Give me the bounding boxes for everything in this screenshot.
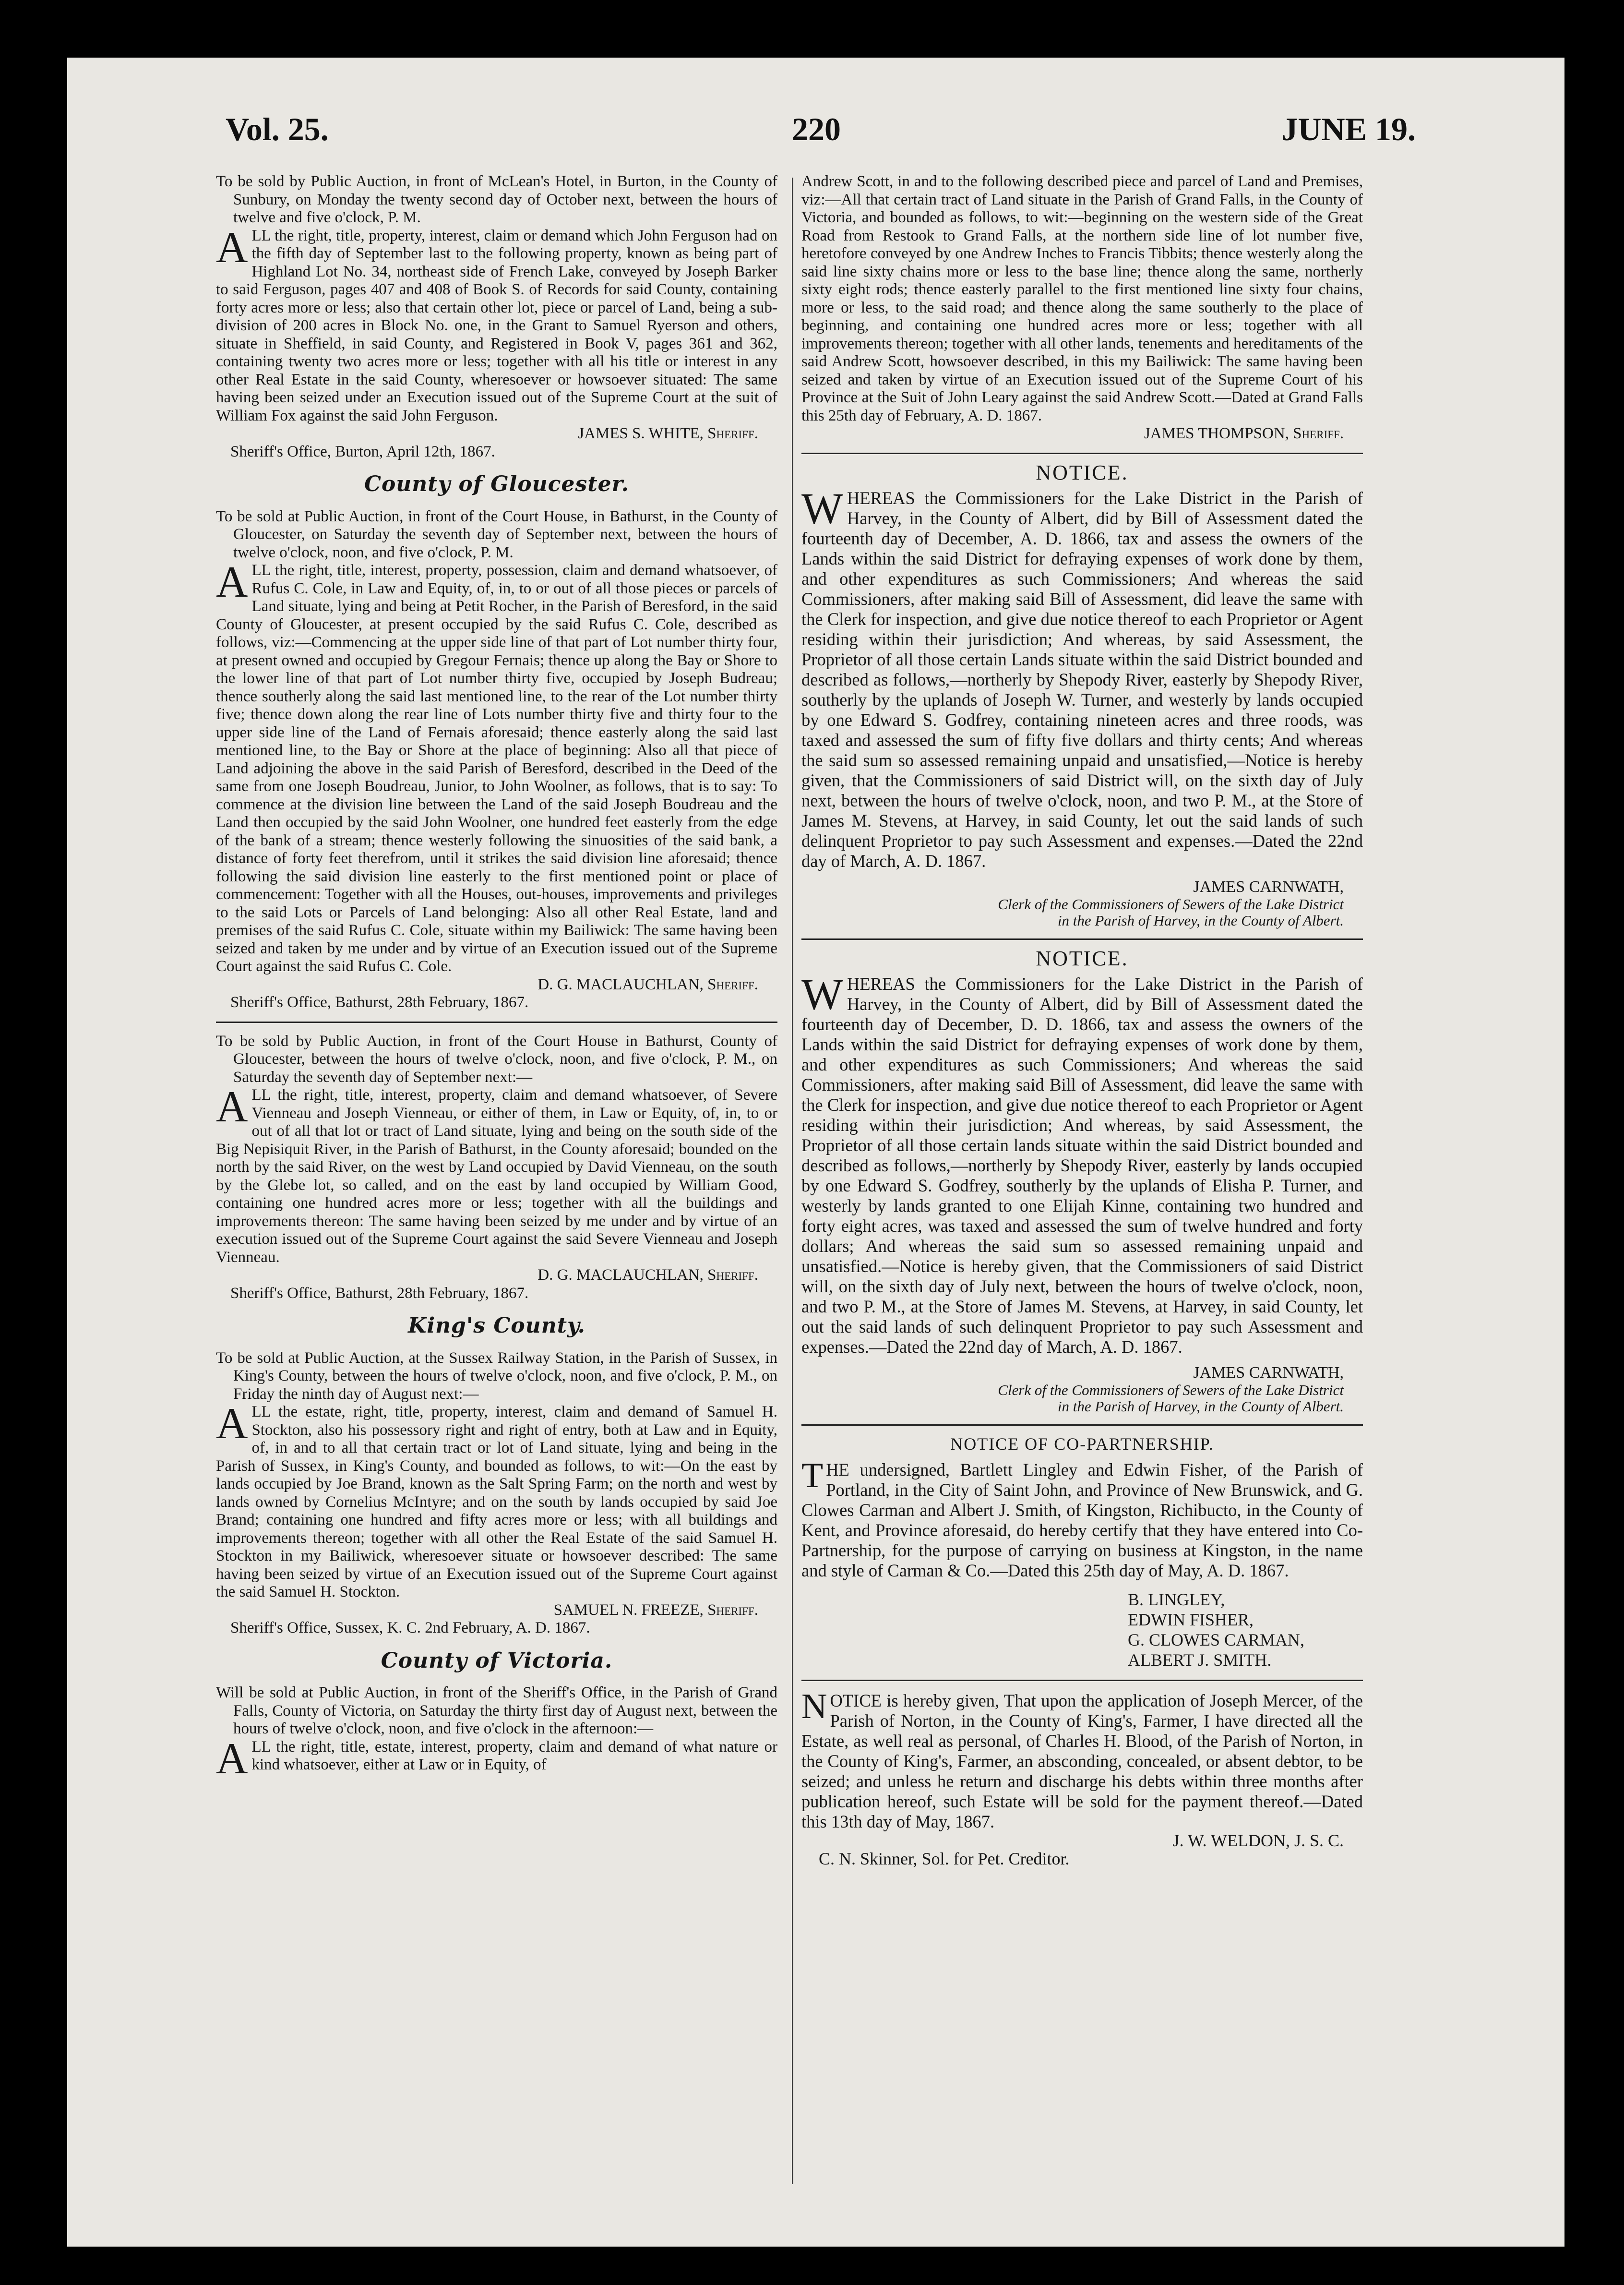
- issue-date: JUNE 19.: [1281, 111, 1416, 147]
- drop-cap: A: [216, 1082, 248, 1131]
- section-rule: [801, 938, 1363, 940]
- notice-body: WHEREAS the Commissioners for the Lake District in the Parish of Harvey, in the County of Albert, did by Bill of Assessment dated the fourteenth day of December, D. D. 1866, tax and assess the owners of the Lands within the said District for defraying expenses of work done by them, and other expenditures as such Commissioners; And whereas the said Commissioners, after making said Bill of Assessment, did leave the same with the Clerk for inspection, and give due notice thereof to each Proprietor or Agent residing within their jurisdiction; And whereas, by said Assessment, the Proprietor of all those certain lands situate within the said District bounded and described as follows,—northerly by Shepody River, easterly by lands occupied by one Edward S. Godfrey, southerly by the uplands of Elisha P. Turner, and westerly by lands granted to one Elijah Kinne, containing two hundred and forty eight acres, was taxed and assessed the sum of twelve hundred and forty dollars; And whereas the said sum so assessed remaining unpaid and unsatisfied.—Notice is hereby given, that the Commissioners of said District will, on the sixth day of July next, between the hours of twelve o'clock, noon, and two P. M., at the Store of James M. Stevens, at Harvey, in said County, let out the said lands of such delinquent Proprietor to pay such Assessment and expenses.—Dated the 22nd day of March, A. D. 1867.: [801, 970, 1363, 1357]
- county-heading-kings: King's County.: [408, 1313, 585, 1338]
- victoria-advert-continued: [801, 173, 1363, 443]
- advert-body: Andrew Scott, in and to the following described piece and parcel of Land and Premises, viz:—All that certain tract of Land situate in the Parish of Grand Falls, in the County of Victoria, and bounded as follows, to wit:—beginning on the western side of the Great Road from Restook to Grand Falls, at the northern side line of lot number five, heretofore conveyed by one Andrew Inches to Francis Tibbits; thence westerly along the said line sixty chains more or less to the base line; thence along the same, northerly sixty eight rods; thence easterly parallel to the first mentioned line sixty four chains, more or less, to the said road; and thence along the same southerly to the place of beginning, and containing one hundred acres more or less; together with all improvements thereon; together with all other lands, tenements and hereditaments of the said Andrew Scott, howsoever described, in this my Bailiwick: The same having been seized and taken by virtue of an Execution issued out of the Supreme Court of his Province at the Suit of John Leary against the said Andrew Scott.—Dated at Grand Falls this 25th day of February, A. D. 1867.: [801, 173, 1363, 424]
- drop-cap: W: [801, 484, 843, 533]
- sheriff-signature: D. G. MACLAUCHLAN, Sheriff.: [537, 1266, 758, 1284]
- notice-signer: JAMES CARNWATH,: [1193, 1364, 1344, 1382]
- gazette-page: [67, 58, 1564, 2247]
- notice-title: NOTICE.: [1036, 946, 1129, 970]
- clerk-title-line-1: Clerk of the Commissioners of Sewers of the Lake District: [998, 1381, 1344, 1398]
- kings-advert: [216, 1349, 777, 1637]
- notice-signer: J. W. WELDON, J. S. C.: [1172, 1831, 1344, 1850]
- sheriff-office-date: Sheriff's Office, Bathurst, 28th February, 1867.: [230, 1284, 529, 1302]
- section-rule: [216, 1022, 777, 1023]
- gloucester-advert-1: [216, 508, 777, 1012]
- notice-body: THE undersigned, Bartlett Lingley and Edwin Fisher, of the Parish of Portland, in the City of Saint John, and Province of New Brunswick, and G. Clowes Carman and Albert J. Smith, of Kingston, Richibucto, in the County of Kent, and Province aforesaid, do hereby certify that they have entered into Co-Partnership, for the purpose of carrying on business at Kingston, in the name and style of Carman & Co.—Dated this 25th day of May, A. D. 1867.: [801, 1456, 1363, 1580]
- advert-body: ALL the estate, right, title, property, interest, claim and demand of Samuel H. Stockton, also his possessory right and right of entry, both at Law and in Equity, of, in and to all that certain tract or lot of Land situate, lying and being in the Parish of Sussex, in King's County, and bounded as follows, to wit:—On the east by lands occupied by Joe Brand, known as the Salt Spring Farm; on the north and west by lands owned by Cornelius McIntyre; and on the south by lands occupied by said Joe Brand; containing one hundred and fifty acres more or less; with all buildings and improvements thereon; together with all other the Real Estate of the said Samuel H. Stockton in my Bailiwick, wheresoever situate or howsoever described: The same having been seized by virtue of an Execution issued out of the Supreme Court against the said Samuel H. Stockton.: [216, 1399, 777, 1600]
- page-header: [226, 110, 1416, 163]
- victoria-advert: [216, 1684, 777, 1783]
- sheriff-signature: D. G. MACLAUCHLAN, Sheriff.: [537, 975, 758, 993]
- section-rule: [801, 453, 1363, 454]
- advert-intro: To be sold by Public Auction, in front of McLean's Hotel, in Burton, in the County of Sunbury, on Monday the twenty second day of October next, between the hours of twelve and five o'clock, P. M.: [216, 173, 777, 226]
- drop-cap: N: [801, 1687, 827, 1726]
- notice-title: NOTICE OF CO-PARTNERSHIP.: [950, 1434, 1214, 1454]
- advert-intro: To be sold at Public Auction, at the Sussex Railway Station, in the Parish of Sussex, in King's County, between the hours of twelve o'clock, noon, and five o'clock, P. M., on Friday the ninth day of August next:—: [216, 1349, 777, 1403]
- partner-name: ALBERT J. SMITH.: [1128, 1650, 1272, 1670]
- advert-body: ALL the right, title, interest, property, possession, claim and demand whatsoever, of Rufus C. Cole, in Law and Equity, of, in, to or out of all those pieces or parcels of Land situate, lying and being at Petit Rocher, in the Parish of Beresford, in the said County of Gloucester, at present occupied by the said Rufus C. Cole, described as follows, viz:—Commencing at the upper side line of that part of Lot number thirty four, at present owned and occupied by Gregour Fernais; thence up along the Bay or Shore to the lower line of that part of Lot number thirty five, occupied by Joseph Budreau; thence southerly along the said last mentioned line, to the rear of the Lot number thirty five; thence down along the rear line of Lots number thirty five and thirty four to the upper side line of the Land of Fernais aforesaid; thence easterly along the said last mentioned line, to the Bay or Shore at the place of beginning: Also all that piece of Land adjoining the above in the said Parish of Beresford, described in the Deed of the same from one Joseph Boudreau, Junior, to John Woolner, as follows, that is to say: To commence at the division line between the Land of the said Joseph Boudreau and the Land then occupied by the said John Woolner, one hundred feet easterly from the edge of the bank of a stream; thence westerly following the sinuosities of the said bank, a distance of forty feet therefrom, until it strikes the said division line aforesaid; thence following the said division line easterly to the first mentioned point or place of commencement: Together with all the Houses, out-houses, improvements and privileges to the said Lots or Parcels of Land belonging: Also all other Real Estate, land and premises of the said Rufus C. Cole, situate within my Bailiwick: The same having been seized and taken by me under and by virtue of an Execution issued out of the Supreme Court against the said Rufus C. Cole.: [216, 557, 777, 975]
- drop-cap: A: [216, 222, 248, 272]
- clerk-title-line-2: in the Parish of Harvey, in the County of Albert.: [1057, 1397, 1344, 1415]
- sunbury-advert: [216, 173, 777, 461]
- drop-cap: A: [216, 557, 248, 606]
- partner-name: B. LINGLEY,: [1128, 1590, 1225, 1609]
- copartnership-notice: [801, 1435, 1363, 1671]
- sheriff-office-date: Sheriff's Office, Burton, April 12th, 1867.: [230, 443, 495, 460]
- advert-body: ALL the right, title, interest, property, claim and demand whatsoever, of Severe Vienneau and Joseph Vienneau, or either of them, in Law or Equity, of, in, to or out of all that lot or tract of Land situate, lying and being on the south side of the Big Nepisiquit River, in the Parish of Bathurst, in the County aforesaid; bounded on the north by the said River, on the west by Land occupied by David Vienneau, on the south by the Glebe lot, so called, and on the east by land occupied by William Good, containing one hundred acres more or less; together with all the buildings and improvements thereon: The same having been seized by me under and by virtue of an execution issued out of the Supreme Court against the said Severe Vienneau and Joseph Vienneau.: [216, 1082, 777, 1266]
- county-heading-gloucester: County of Gloucester.: [364, 472, 630, 496]
- sheriff-signature: JAMES THOMPSON, Sheriff.: [1144, 425, 1344, 442]
- sheriff-signature: SAMUEL N. FREEZE, Sheriff.: [553, 1601, 758, 1619]
- advert-body: ALL the right, title, property, interest, claim or demand which John Ferguson had on the fifth day of September last to the following property, known as being part of Highland Lot No. 34, northeast side of French Lake, conveyed by Joseph Barker to said Ferguson, pages 407 and 408 of Book S. of Records for said County, containing forty acres more or less; also that certain other lot, piece or parcel of Land, being a sub-division of 200 acres in Block No. one, in the Grant to Samuel Ryerson and others, situate in Sheffield, in said County, and Registered in Book V, pages 361 and 362, containing twenty two acres more or less; together with all his title or interest in any other Real Estate in the said County, wheresoever or howsoever situated: The same having been seized under an Execution issued out of the Supreme Court at the suit of William Fox against the said John Ferguson.: [216, 222, 777, 424]
- harvey-notice-1: [801, 460, 1363, 929]
- section-rule: [801, 1424, 1363, 1426]
- advert-body: ALL the right, title, estate, interest, property, claim and demand of what nature or kind whatsoever, either at Law or in Equity, of: [216, 1733, 777, 1783]
- sheriff-office-date: Sheriff's Office, Sussex, K. C. 2nd February, A. D. 1867.: [230, 1619, 590, 1636]
- clerk-title-line-2: in the Parish of Harvey, in the County of Albert.: [1057, 912, 1344, 929]
- county-heading-victoria: County of Victoria.: [381, 1648, 613, 1673]
- drop-cap: A: [216, 1733, 248, 1783]
- left-column: [216, 173, 777, 2179]
- column-divider: [792, 178, 793, 2184]
- partner-name: EDWIN FISHER,: [1128, 1610, 1254, 1629]
- drop-cap: W: [801, 970, 843, 1019]
- notice-signer: JAMES CARNWATH,: [1193, 878, 1344, 896]
- advert-intro: To be sold at Public Auction, in front of the Court House, in Bathurst, in the County of Gloucester, on Saturday the seventh day of September next, between the hours of twelve o'clock, noon, and five o'clock, P. M.: [216, 507, 777, 561]
- notice-body: NOTICE is hereby given, That upon the application of Joseph Mercer, of the Parish of Norton, in the County of King's, Farmer, I have directed all the Estate, as well real as personal, of Charles H. Blood, of the Parish of Norton, in the County of King's, Farmer, an absconding, concealed, or absent debtor, to be seized; and unless he return and discharge his debts within three months after publication hereof, such Estate will be sold for the payment thereof.—Dated this 13th day of May, 1867.: [801, 1687, 1363, 1831]
- volume-label: Vol. 25.: [226, 111, 329, 147]
- drop-cap: A: [216, 1399, 248, 1448]
- advert-intro: To be sold by Public Auction, in front of the Court House in Bathurst, County of Gloucester, between the hours of twelve o'clock, noon, and five o'clock, P. M., on Saturday the seventh day of September next:—: [216, 1032, 777, 1086]
- notice-title: NOTICE.: [1036, 460, 1129, 484]
- notice-body: WHEREAS the Commissioners for the Lake District in the Parish of Harvey, in the County of Albert, did by Bill of Assessment dated the fourteenth day of December, A. D. 1866, tax and assess the owners of the Lands within the said District for defraying expenses of work done by them, and other expenditures as such Commissioners; And whereas the said Commissioners, after making said Bill of Assessment, did leave the same with the Clerk for inspection, and give due notice thereof to each Proprietor or Agent residing within their jurisdiction; And whereas, by said Assessment, the Proprietor of all those certain Lands situate within the said District bounded and described as follows,—northerly by Shepody River, easterly by Shepody River, southerly by the uplands of Joseph W. Turner, and westerly by lands occupied by one Edward S. Godfrey, containing nineteen acres and three roods, was taxed and assessed the sum of fifty five dollars and thirty cents; And whereas the said sum so assessed remaining unpaid and unsatisfied,—Notice is hereby given, that the Commissioners of said District will, on the sixth day of July next, between the hours of twelve o'clock, noon, and two P. M., at the Store of James M. Stevens, at Harvey, in said County, let out the said lands of such delinquent Proprietor to pay such Assessment and expenses.—Dated the 22nd day of March, A. D. 1867.: [801, 484, 1363, 871]
- section-rule: [801, 1680, 1363, 1681]
- norton-notice: [801, 1687, 1363, 1868]
- solicitor-line: C. N. Skinner, Sol. for Pet. Creditor.: [819, 1849, 1070, 1868]
- gloucester-advert-2: [216, 1033, 777, 1303]
- sheriff-signature: JAMES S. WHITE, Sheriff.: [578, 425, 758, 442]
- right-column: [801, 173, 1363, 2179]
- drop-cap: T: [801, 1456, 824, 1495]
- page-number: 220: [792, 111, 841, 147]
- advert-intro: Will be sold at Public Auction, in front of the Sheriff's Office, in the Parish of Grand Falls, County of Victoria, on Saturday the thirty first day of August next, between the hours of twelve o'clock, noon, and five o'clock in the afternoon:—: [216, 1684, 777, 1737]
- harvey-notice-2: [801, 946, 1363, 1415]
- clerk-title-line-1: Clerk of the Commissioners of Sewers of the Lake District: [998, 895, 1344, 913]
- partner-names: [801, 1589, 1363, 1670]
- sheriff-office-date: Sheriff's Office, Bathurst, 28th February, 1867.: [230, 994, 529, 1011]
- partner-name: G. CLOWES CARMAN,: [1128, 1630, 1305, 1649]
